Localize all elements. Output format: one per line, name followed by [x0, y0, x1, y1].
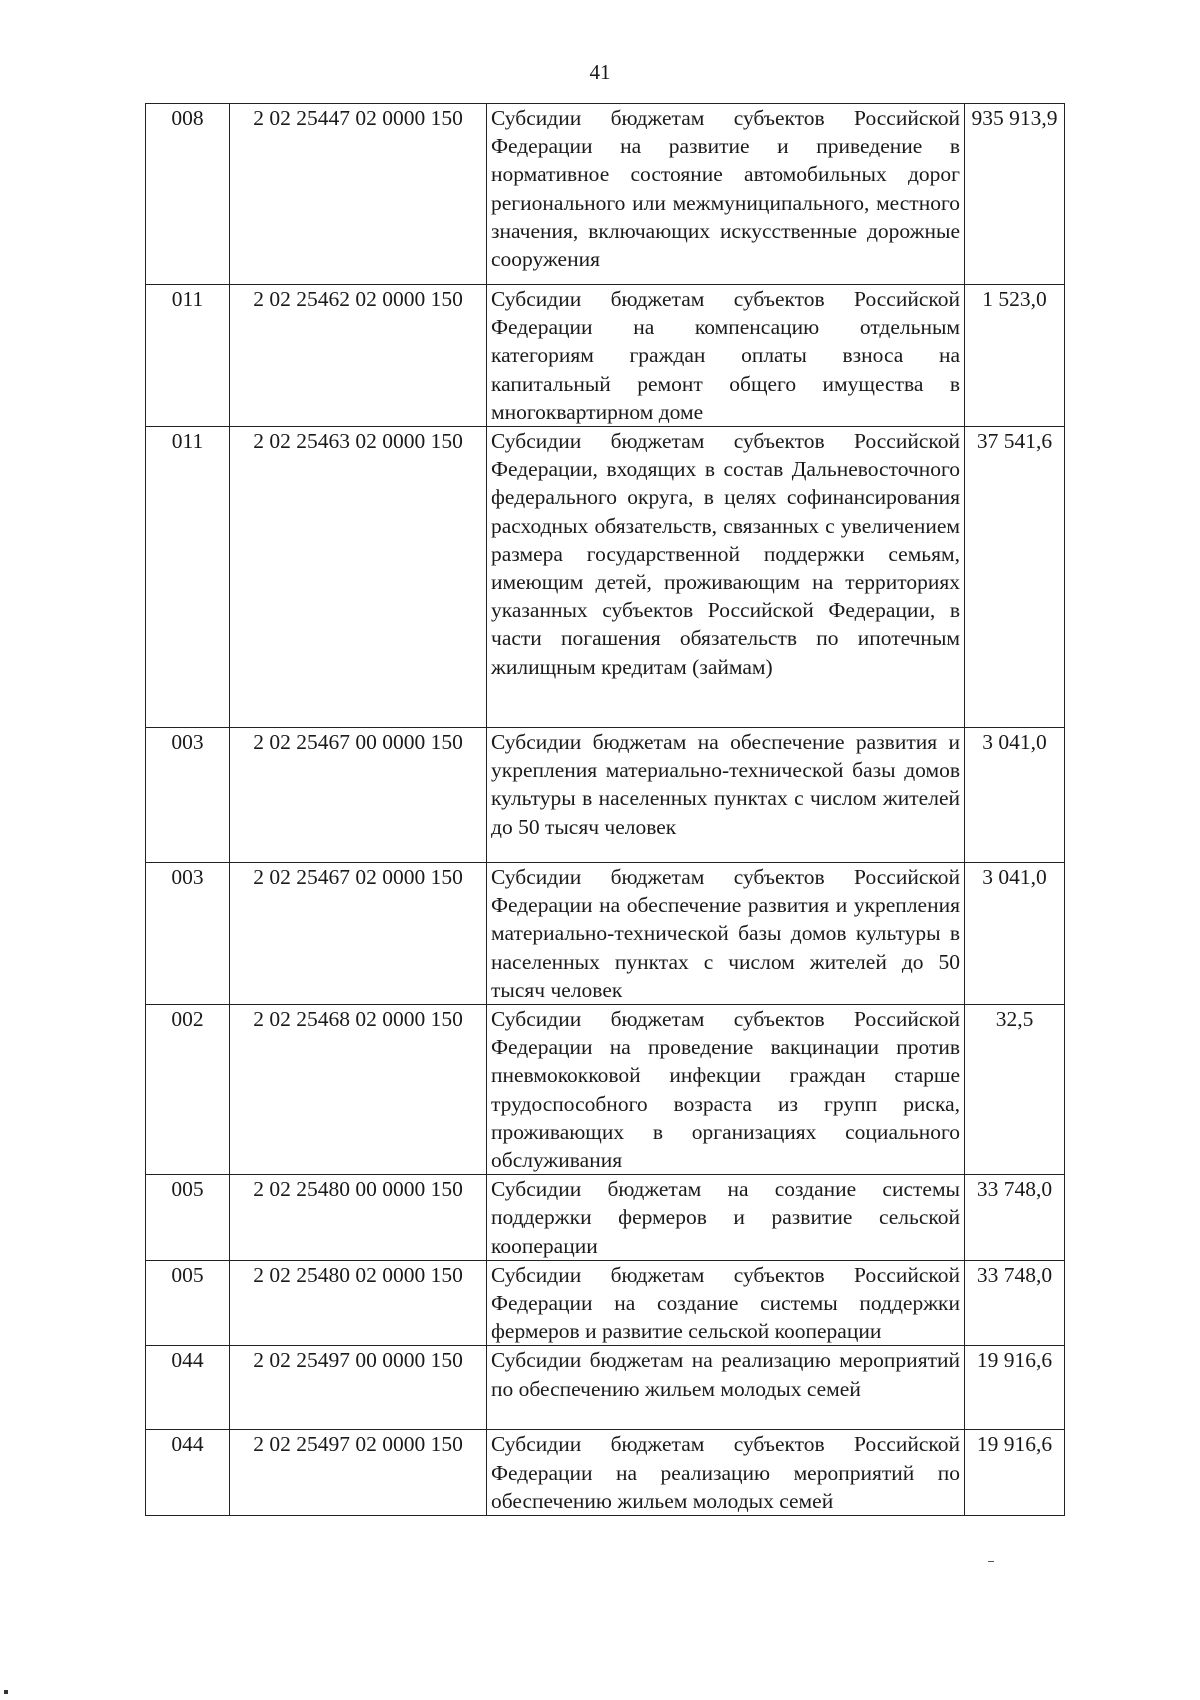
amount-cell: 3 041,0 — [965, 863, 1065, 1005]
description-cell: Субсидии бюджетам на реализацию мероприятий по обеспечению жильем молодых семей — [487, 1346, 965, 1430]
admin-code-cell: 005 — [146, 1260, 230, 1346]
admin-code-cell: 005 — [146, 1175, 230, 1261]
scan-speck — [988, 1561, 994, 1562]
amount-cell: 33 748,0 — [965, 1175, 1065, 1261]
admin-code-cell: 002 — [146, 1005, 230, 1175]
table-row — [146, 863, 1065, 1005]
description-cell: Субсидии бюджетам субъектов Российской Федерации на обеспечение развития и укрепления материально-технической базы домов культуры в населенных пунктах с числом жителей до 50 тысяч человек — [487, 863, 965, 1005]
table-row — [146, 728, 1065, 863]
admin-code-cell: 044 — [146, 1430, 230, 1516]
table-row — [146, 1175, 1065, 1261]
description-cell: Субсидии бюджетам субъектов Российской Федерации на реализацию мероприятий по обеспечению жильем молодых семей — [487, 1430, 965, 1516]
budget-revenue-table — [145, 103, 1065, 1516]
description-cell: Субсидии бюджетам субъектов Российской Федерации на проведение вакцинации против пневмококковой инфекции граждан старше трудоспособного возраста из групп риска, проживающих в организациях социального обслуживания — [487, 1005, 965, 1175]
amount-cell: 19 916,6 — [965, 1346, 1065, 1430]
budget-code-cell: 2 02 25480 02 0000 150 — [230, 1260, 487, 1346]
budget-code-cell: 2 02 25467 02 0000 150 — [230, 863, 487, 1005]
table-row — [146, 104, 1065, 285]
amount-cell: 33 748,0 — [965, 1260, 1065, 1346]
admin-code-cell: 003 — [146, 863, 230, 1005]
scan-speck — [4, 1690, 8, 1694]
budget-code-cell: 2 02 25447 02 0000 150 — [230, 104, 487, 285]
admin-code-cell: 008 — [146, 104, 230, 285]
budget-code-cell: 2 02 25497 00 0000 150 — [230, 1346, 487, 1430]
admin-code-cell: 011 — [146, 427, 230, 728]
amount-cell: 19 916,6 — [965, 1430, 1065, 1516]
description-cell: Субсидии бюджетам на обеспечение развития и укрепления материально-технической базы домов культуры в населенных пунктах с числом жителей до 50 тысяч человек — [487, 728, 965, 863]
description-cell: Субсидии бюджетам субъектов Российской Федерации на развитие и приведение в нормативное состояние автомобильных дорог регионального или межмуниципального, местного значения, включающих искусственные дорожные сооружения — [487, 104, 965, 285]
table-row — [146, 427, 1065, 728]
description-cell: Субсидии бюджетам на создание системы поддержки фермеров и развитие сельской кооперации — [487, 1175, 965, 1261]
admin-code-cell: 044 — [146, 1346, 230, 1430]
page-number: 41 — [589, 60, 611, 84]
table-row — [146, 1346, 1065, 1430]
amount-cell: 3 041,0 — [965, 728, 1065, 863]
admin-code-cell: 011 — [146, 285, 230, 427]
budget-code-cell: 2 02 25467 00 0000 150 — [230, 728, 487, 863]
table-row — [146, 1005, 1065, 1175]
budget-code-cell: 2 02 25462 02 0000 150 — [230, 285, 487, 427]
description-cell: Субсидии бюджетам субъектов Российской Федерации на компенсацию отдельным категориям граждан оплаты взноса на капитальный ремонт общего имущества в многоквартирном доме — [487, 285, 965, 427]
amount-cell: 37 541,6 — [965, 427, 1065, 728]
admin-code-cell: 003 — [146, 728, 230, 863]
budget-code-cell: 2 02 25463 02 0000 150 — [230, 427, 487, 728]
amount-cell: 935 913,9 — [965, 104, 1065, 285]
table-row — [146, 1430, 1065, 1516]
budget-code-cell: 2 02 25497 02 0000 150 — [230, 1430, 487, 1516]
table-row — [146, 285, 1065, 427]
budget-code-cell: 2 02 25480 00 0000 150 — [230, 1175, 487, 1261]
description-cell: Субсидии бюджетам субъектов Российской Федерации на создание системы поддержки фермеров и развитие сельской кооперации — [487, 1260, 965, 1346]
amount-cell: 1 523,0 — [965, 285, 1065, 427]
table-row — [146, 1260, 1065, 1346]
budget-code-cell: 2 02 25468 02 0000 150 — [230, 1005, 487, 1175]
amount-cell: 32,5 — [965, 1005, 1065, 1175]
description-cell: Субсидии бюджетам субъектов Российской Федерации, входящих в состав Дальневосточного федерального округа, в целях софинансирования расходных обязательств, связанных с увеличением размера государственной поддержки семьям, имеющим детей, проживающим на территориях указанных субъектов Российской Федерации, в части погашения обязательств по ипотечным жилищным кредитам (займам) — [487, 427, 965, 728]
